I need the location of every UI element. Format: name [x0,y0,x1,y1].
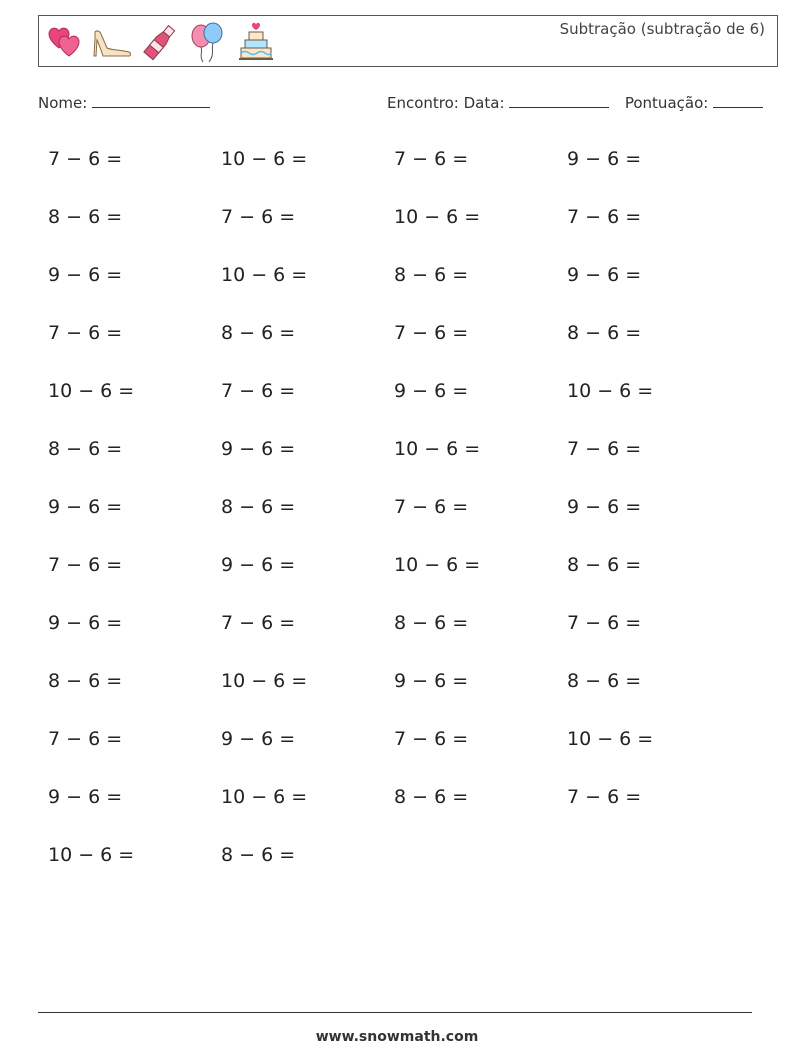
problem-item: 10 − 6 = [394,554,481,576]
problem-item: 10 − 6 = [567,728,654,750]
problem-item: 9 − 6 = [221,728,296,750]
problem-item: 9 − 6 = [48,496,123,518]
problem-item: 10 − 6 = [567,380,654,402]
score-label: Pontuação: [624,94,709,112]
name-label: Nome: [38,94,88,112]
problem-item: 8 − 6 = [221,844,296,866]
problem-item: 8 − 6 = [567,670,642,692]
problem-item: 8 − 6 = [567,554,642,576]
problem-item: 10 − 6 = [394,438,481,460]
problem-item: 7 − 6 = [567,206,642,228]
problem-item: 8 − 6 = [567,322,642,344]
problem-item: 7 − 6 = [394,728,469,750]
problem-item: 8 − 6 = [394,786,469,808]
problem-item: 10 − 6 = [221,670,308,692]
worksheet-title: Subtração (subtração de 6) [559,20,765,38]
problem-item: 10 − 6 = [221,148,308,170]
problem-item: 8 − 6 = [48,438,123,460]
problem-item: 7 − 6 = [221,612,296,634]
problem-item: 10 − 6 = [394,206,481,228]
problem-item: 10 − 6 = [48,380,135,402]
problem-item: 10 − 6 = [48,844,135,866]
problem-item: 7 − 6 = [48,322,123,344]
encounter-date-label: Encontro: Data: [387,94,505,112]
problem-item: 8 − 6 = [48,670,123,692]
problem-item: 7 − 6 = [567,612,642,634]
problem-item: 8 − 6 = [221,496,296,518]
problem-item: 8 − 6 = [48,206,123,228]
problem-item: 7 − 6 = [221,206,296,228]
problem-item: 7 − 6 = [567,438,642,460]
problem-item: 7 − 6 = [48,554,123,576]
website-footer: www.snowmath.com [315,1029,479,1045]
problem-item: 7 − 6 = [48,728,123,750]
problem-item: 8 − 6 = [394,264,469,286]
problem-item: 9 − 6 = [567,148,642,170]
problem-item: 9 − 6 = [394,670,469,692]
problem-item: 8 − 6 = [394,612,469,634]
problem-item: 9 − 6 = [48,786,123,808]
problem-item: 7 − 6 = [394,496,469,518]
problem-item: 9 − 6 = [567,496,642,518]
problem-item: 7 − 6 = [221,380,296,402]
problem-item: 9 − 6 = [48,612,123,634]
problem-item: 7 − 6 = [48,148,123,170]
problem-item: 7 − 6 = [394,322,469,344]
problem-item: 10 − 6 = [221,786,308,808]
problem-item: 7 − 6 = [394,148,469,170]
problem-item: 9 − 6 = [394,380,469,402]
problem-item: 7 − 6 = [567,786,642,808]
problem-item: 9 − 6 = [48,264,123,286]
problem-item: 10 − 6 = [221,264,308,286]
problem-item: 9 − 6 = [221,554,296,576]
problem-item: 8 − 6 = [221,322,296,344]
footer-divider [38,1012,752,1013]
problem-item: 9 − 6 = [567,264,642,286]
problem-item: 9 − 6 = [221,438,296,460]
